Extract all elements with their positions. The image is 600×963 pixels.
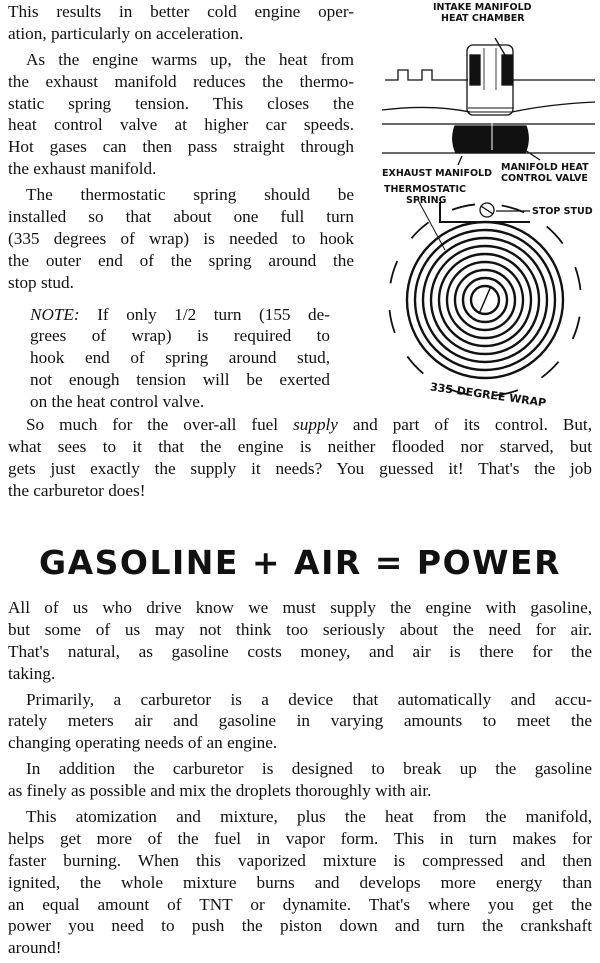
- left-paragraphs: [8, 1, 354, 294]
- text-line: All of us who drive know we must supply the engine with gasoline,: [8, 598, 592, 617]
- text-line: ation, particularly on acceleration.: [8, 23, 244, 43]
- text-line: on the heat control valve.: [30, 392, 205, 412]
- paragraph: [8, 49, 354, 180]
- text-line: changing operating needs of an engine.: [8, 733, 278, 753]
- wrap-arrow: [452, 205, 475, 210]
- text-line: faster burning. When this vaporized mixture is compressed and then: [8, 850, 592, 870]
- manifold-heat-label: MANIFOLD HEAT: [501, 162, 589, 173]
- text-segment: and part of its control. But,: [337, 415, 592, 434]
- text-line: the carburetor does!: [8, 480, 146, 500]
- text-line: In addition the carburetor is designed to break up the gasoline: [26, 759, 592, 779]
- text-line: [30, 304, 330, 326]
- spring-center-slot: [479, 286, 491, 314]
- spring-label: SPRING: [406, 195, 447, 206]
- text-line: rately meters air and gasoline in varying amounts to meet the: [8, 711, 592, 731]
- heat-control-valve-diagram: [370, 0, 600, 420]
- text-line: stop stud.: [8, 272, 74, 292]
- text-line: gets just exactly the supply it needs? You guessed it! That's the job: [8, 458, 592, 478]
- text-line: helps get more of the fuel in vapor form. This in turn makes for: [8, 828, 592, 848]
- italic-text: supply: [293, 415, 338, 434]
- heat-chamber-label: HEAT CHAMBER: [441, 13, 525, 24]
- wrap-arrow: [390, 261, 397, 283]
- spring-end-hook: [440, 202, 530, 222]
- text-line: This atomization and mixture, plus the heat from the manifold,: [26, 807, 592, 827]
- left-column-text: [8, 1, 354, 417]
- note-paragraph: [30, 304, 330, 413]
- paragraph: [8, 1, 354, 45]
- text-segment: If only 1/2 turn (155 de-: [79, 304, 330, 324]
- transition-paragraph: [8, 414, 592, 506]
- text-line: but some of us may not think too seriously about the need for air.: [8, 619, 592, 639]
- text-line: heat control valve at higher car speeds.: [8, 115, 354, 135]
- text-line: static spring tension. This closes the: [8, 93, 354, 113]
- wrap-arrow: [407, 356, 423, 373]
- stop-stud-icon: [480, 203, 530, 217]
- paragraph: [8, 758, 592, 802]
- text-line: as finely as possible and mix the droplets thoroughly with air.: [8, 781, 432, 801]
- text-segment: So much for the over-all fuel: [26, 415, 294, 434]
- wrap-arrow: [547, 226, 563, 243]
- text-line: This results in better cold engine oper-: [8, 2, 354, 21]
- control-valve-label: CONTROL VALVE: [501, 173, 588, 184]
- text-line: Hot gases can then pass straight through: [8, 137, 354, 157]
- section-heading: GASOLINE + AIR = POWER: [39, 543, 561, 582]
- text-line: [8, 414, 592, 436]
- text-line: Primarily, a carburetor is a device that automatically and accu-: [26, 689, 592, 709]
- text-line: power you need to push the piston down and turn the crankshaft: [8, 916, 592, 936]
- paragraph: [8, 184, 354, 293]
- carburetor-section-text: [8, 597, 592, 963]
- text-line: the outer end of the spring around the: [8, 250, 354, 270]
- text-line: The thermostatic spring should be: [26, 185, 354, 205]
- degree-wrap-label: 335 DEGREE WRAP: [429, 380, 547, 410]
- wrap-arrow: [541, 362, 558, 378]
- text-line: an equal amount of TNT or dynamite. That's where you get the: [8, 894, 592, 914]
- text-line: (335 degrees of wrap) is needed to hook: [8, 228, 354, 248]
- text-line: taking.: [8, 663, 56, 683]
- italic-text: NOTE:: [30, 304, 80, 324]
- text-line: the exhaust manifold reduces the thermo-: [8, 71, 354, 91]
- wrap-arrow: [411, 222, 428, 238]
- paragraph: [8, 806, 592, 959]
- text-line: grees of wrap) is required to: [30, 326, 330, 346]
- paragraph: [8, 597, 592, 685]
- intake-manifold-label: INTAKE MANIFOLD: [433, 2, 532, 13]
- text-line: That's natural, as gasoline costs money, and air is there for the: [8, 641, 592, 661]
- stop-stud-label: STOP STUD: [532, 206, 593, 217]
- text-line: ignited, the whole mixture burns and develops more energy than: [8, 872, 592, 892]
- paragraph: [8, 414, 592, 502]
- manifold-illustration: [382, 38, 595, 165]
- wrap-arrow: [390, 310, 395, 333]
- note-text: [30, 304, 330, 413]
- wrap-arrow: [573, 317, 580, 339]
- paragraph: [8, 689, 592, 755]
- text-line: installed so that about one full turn: [8, 207, 354, 227]
- text-line: what sees to it that the engine is neither flooded nor starved, but: [8, 436, 592, 456]
- text-line: around!: [8, 938, 62, 958]
- wrap-arrow: [575, 267, 580, 290]
- text-line: hook end of spring around stud,: [30, 348, 330, 368]
- text-line: not enough tension will be exerted: [30, 370, 330, 390]
- thermostatic-label: THERMOSTATIC: [384, 184, 466, 195]
- exhaust-manifold-label: EXHAUST MANIFOLD: [382, 168, 492, 179]
- thermostatic-spring-icon: [407, 222, 563, 378]
- text-line: As the engine warms up, the heat from: [26, 49, 354, 69]
- text-line: the exhaust manifold.: [8, 159, 157, 179]
